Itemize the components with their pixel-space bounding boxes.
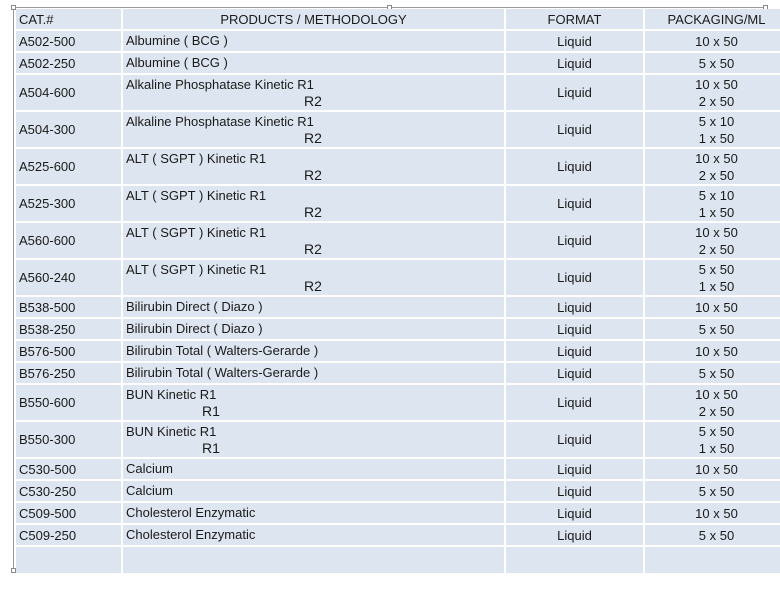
packaging-line-1: 5 x 50 (698, 483, 735, 499)
table-row (16, 318, 780, 340)
product-name: Calcium (126, 483, 173, 498)
reagent-label: R2 (304, 166, 322, 183)
cell-format[interactable]: Liquid (505, 222, 644, 259)
cell-packaging[interactable] (644, 340, 780, 362)
product-name: BUN Kinetic R1 (126, 423, 217, 439)
packaging-line-2: 2 x 50 (698, 167, 735, 183)
product-name: Cholesterol Enzymatic (126, 505, 256, 520)
table-row (16, 259, 780, 296)
cell-cat-number[interactable]: B538-250 (16, 318, 122, 340)
empty-cell[interactable] (16, 546, 122, 574)
table-row (16, 458, 780, 480)
cell-product[interactable] (122, 318, 505, 340)
product-name: ALT ( SGPT ) Kinetic R1 (126, 187, 267, 203)
packaging-line-1: 10 x 50 (695, 343, 738, 359)
cell-packaging[interactable] (644, 524, 780, 546)
cell-format[interactable]: Liquid (505, 296, 644, 318)
header-cat[interactable]: CAT.# (16, 9, 122, 30)
product-table (16, 9, 780, 575)
packaging-line-1: 10 x 50 (695, 33, 738, 49)
table-row (16, 296, 780, 318)
cell-cat-number[interactable]: A560-240 (16, 259, 122, 296)
cell-format[interactable]: Liquid (505, 502, 644, 524)
table-row (16, 384, 780, 421)
cell-cat-number[interactable]: C530-500 (16, 458, 122, 480)
cell-packaging[interactable] (644, 74, 780, 111)
cell-cat-number[interactable]: B538-500 (16, 296, 122, 318)
product-name: Bilirubin Direct ( Diazo ) (126, 321, 263, 336)
table-row (16, 480, 780, 502)
packaging-line-1: 5 x 50 (698, 365, 735, 381)
reagent-label: R1 (202, 439, 220, 456)
table-row (16, 421, 780, 458)
product-name: Alkaline Phosphatase Kinetic R1 (126, 76, 314, 92)
table-row (16, 524, 780, 546)
product-name: Alkaline Phosphatase Kinetic R1 (126, 113, 314, 129)
cell-packaging[interactable] (644, 185, 780, 222)
cell-cat-number[interactable]: A504-600 (16, 74, 122, 111)
header-product[interactable]: PRODUCTS / METHODOLOGY (122, 9, 505, 30)
cell-cat-number[interactable]: B550-600 (16, 384, 122, 421)
table-row (16, 362, 780, 384)
cell-product[interactable] (122, 524, 505, 546)
product-name: Bilirubin Total ( Walters-Gerarde ) (126, 343, 319, 358)
packaging-line-2: 1 x 50 (698, 278, 735, 294)
packaging-line-1: 10 x 50 (695, 461, 738, 477)
cell-product[interactable] (122, 502, 505, 524)
cell-cat-number[interactable]: A502-250 (16, 52, 122, 74)
cell-product[interactable] (122, 296, 505, 318)
packaging-line-2: 1 x 50 (698, 440, 735, 456)
packaging-line-1: 5 x 50 (698, 321, 735, 337)
cell-cat-number[interactable]: A560-600 (16, 222, 122, 259)
cell-packaging[interactable] (644, 111, 780, 148)
cell-format[interactable]: Liquid (505, 148, 644, 185)
cell-format[interactable]: Liquid (505, 524, 644, 546)
product-name: Albumine ( BCG ) (126, 55, 228, 70)
cell-packaging[interactable] (644, 259, 780, 296)
cell-cat-number[interactable]: B576-250 (16, 362, 122, 384)
packaging-line-2: 2 x 50 (698, 403, 735, 419)
table-row (16, 185, 780, 222)
product-name: Albumine ( BCG ) (126, 33, 228, 48)
cell-format[interactable]: Liquid (505, 480, 644, 502)
reagent-label: R2 (304, 240, 322, 257)
reagent-label: R2 (304, 129, 322, 146)
empty-row (16, 546, 780, 574)
packaging-line-1: 5 x 10 (698, 187, 735, 203)
header-row (16, 9, 780, 30)
product-name: Bilirubin Total ( Walters-Gerarde ) (126, 365, 319, 380)
cell-product[interactable] (122, 362, 505, 384)
cell-packaging[interactable] (644, 222, 780, 259)
header-format[interactable]: FORMAT (505, 9, 644, 30)
table-row (16, 52, 780, 74)
cell-packaging[interactable] (644, 384, 780, 421)
packaging-line-1: 5 x 50 (698, 55, 735, 71)
cell-product[interactable] (122, 458, 505, 480)
cell-packaging[interactable] (644, 458, 780, 480)
cell-cat-number[interactable]: B576-500 (16, 340, 122, 362)
cell-format[interactable]: Liquid (505, 185, 644, 222)
cell-product[interactable] (122, 480, 505, 502)
cell-product[interactable] (122, 421, 505, 458)
table-row (16, 30, 780, 52)
packaging-line-1: 10 x 50 (695, 224, 738, 240)
cell-packaging[interactable] (644, 362, 780, 384)
product-name: ALT ( SGPT ) Kinetic R1 (126, 261, 267, 277)
cell-cat-number[interactable]: A525-600 (16, 148, 122, 185)
cell-format[interactable]: Liquid (505, 340, 644, 362)
cell-format[interactable]: Liquid (505, 52, 644, 74)
cell-packaging[interactable] (644, 502, 780, 524)
cell-packaging[interactable] (644, 148, 780, 185)
cell-packaging[interactable] (644, 52, 780, 74)
table-row (16, 148, 780, 185)
empty-cell[interactable] (122, 546, 505, 574)
packaging-line-1: 10 x 50 (695, 76, 738, 92)
cell-packaging[interactable] (644, 421, 780, 458)
product-name: ALT ( SGPT ) Kinetic R1 (126, 150, 267, 166)
cell-format[interactable]: Liquid (505, 259, 644, 296)
packaging-line-1: 10 x 50 (695, 505, 738, 521)
cell-cat-number[interactable]: C509-500 (16, 502, 122, 524)
reagent-label: R2 (304, 203, 322, 220)
cell-cat-number[interactable]: A502-500 (16, 30, 122, 52)
cell-format[interactable]: Liquid (505, 30, 644, 52)
empty-cell[interactable] (644, 546, 780, 574)
cell-cat-number[interactable]: B550-300 (16, 421, 122, 458)
table-row (16, 222, 780, 259)
packaging-line-1: 10 x 50 (695, 386, 738, 402)
reagent-label: R2 (304, 277, 322, 294)
cell-product[interactable] (122, 74, 505, 111)
cell-product[interactable] (122, 111, 505, 148)
cell-packaging[interactable] (644, 480, 780, 502)
cell-format[interactable]: Liquid (505, 111, 644, 148)
packaging-line-1: 5 x 50 (698, 261, 735, 277)
cell-product[interactable] (122, 52, 505, 74)
cell-format[interactable]: Liquid (505, 74, 644, 111)
cell-packaging[interactable] (644, 30, 780, 52)
packaging-line-1: 5 x 50 (698, 527, 735, 543)
product-name: Cholesterol Enzymatic (126, 527, 256, 542)
cell-product[interactable] (122, 384, 505, 421)
cell-format[interactable]: Liquid (505, 362, 644, 384)
cell-format[interactable]: Liquid (505, 384, 644, 421)
product-name: BUN Kinetic R1 (126, 386, 217, 402)
cell-product[interactable] (122, 30, 505, 52)
table-row (16, 74, 780, 111)
cell-packaging[interactable] (644, 296, 780, 318)
packaging-line-1: 5 x 50 (698, 423, 735, 439)
cell-product[interactable] (122, 340, 505, 362)
cell-format[interactable]: Liquid (505, 458, 644, 480)
product-name: Bilirubin Direct ( Diazo ) (126, 299, 263, 314)
product-name: ALT ( SGPT ) Kinetic R1 (126, 224, 267, 240)
cell-product[interactable] (122, 259, 505, 296)
reagent-label: R1 (202, 402, 220, 419)
packaging-line-1: 5 x 10 (698, 113, 735, 129)
packaging-line-2: 1 x 50 (698, 130, 735, 146)
packaging-line-2: 1 x 50 (698, 204, 735, 220)
cell-cat-number[interactable]: A504-300 (16, 111, 122, 148)
table-row (16, 340, 780, 362)
cell-packaging[interactable] (644, 318, 780, 340)
reagent-label: R2 (304, 92, 322, 109)
packaging-line-1: 10 x 50 (695, 150, 738, 166)
cell-cat-number[interactable]: C509-250 (16, 524, 122, 546)
cell-product[interactable] (122, 148, 505, 185)
cell-format[interactable]: Liquid (505, 421, 644, 458)
cell-format[interactable]: Liquid (505, 318, 644, 340)
header-packaging[interactable]: PACKAGING/ML (644, 9, 780, 30)
cell-cat-number[interactable]: A525-300 (16, 185, 122, 222)
table-row (16, 502, 780, 524)
packaging-line-2: 2 x 50 (698, 241, 735, 257)
product-name: Calcium (126, 461, 173, 476)
packaging-line-1: 10 x 50 (695, 299, 738, 315)
cell-cat-number[interactable]: C530-250 (16, 480, 122, 502)
cell-product[interactable] (122, 185, 505, 222)
table-row (16, 111, 780, 148)
packaging-line-2: 2 x 50 (698, 93, 735, 109)
cell-product[interactable] (122, 222, 505, 259)
empty-cell[interactable] (505, 546, 644, 574)
